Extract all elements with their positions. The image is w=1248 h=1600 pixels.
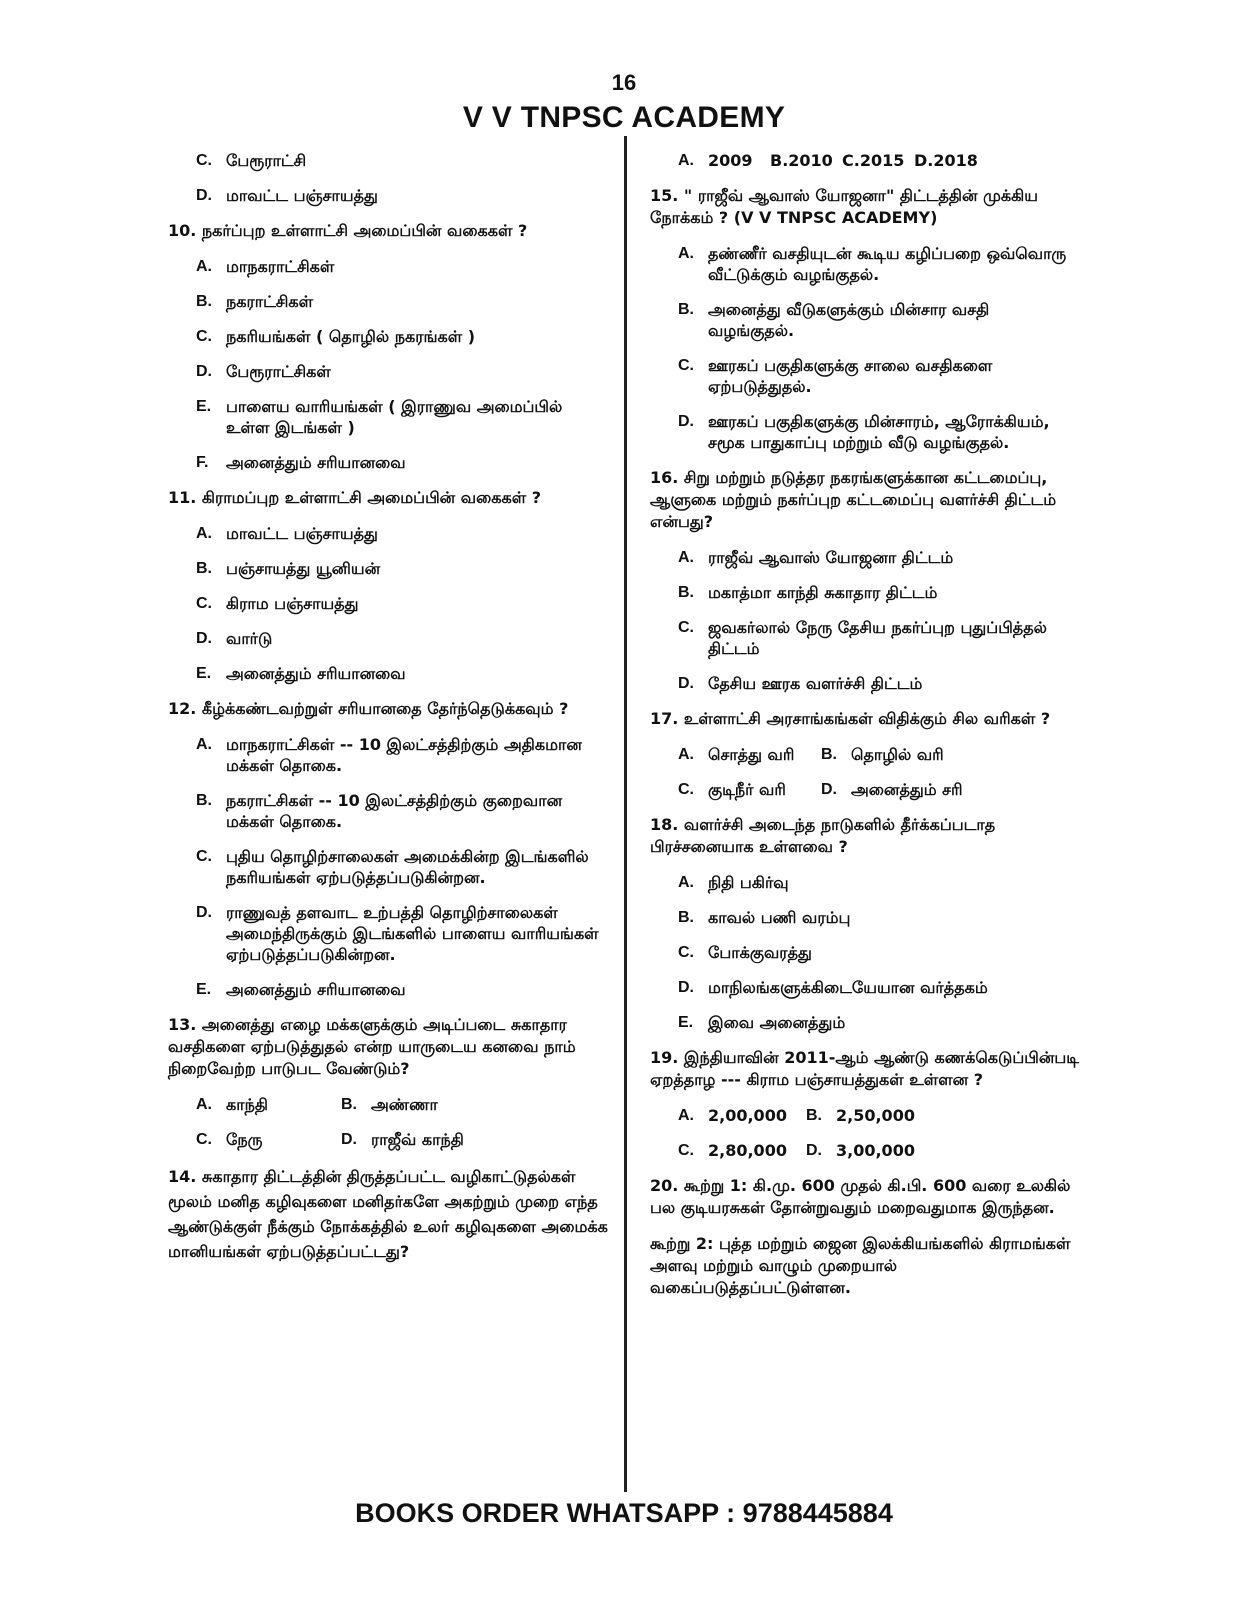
option-item: D. வார்டு [196,629,273,648]
academy-title: V V TNPSC ACADEMY [462,101,786,134]
option-item: A. காந்தி [196,1095,268,1114]
option-item: C. நேரு [196,1130,263,1149]
option-item: A. மாநகராட்சிகள் -- 10 இலட்சத்திற்கும் அதிகமான மக்கள் தொகை. [196,735,582,775]
option-item: B. மகாத்மா காந்தி சுகாதார திட்டம் [678,583,938,602]
option-item: B.2010 [770,151,833,170]
option-item: A. நிதி பகிர்வு [678,873,789,892]
option-item: C. கிராம பஞ்சாயத்து [196,594,359,613]
option-item: D. அனைத்தும் சரி [821,780,963,799]
option-row [678,150,1080,171]
option-item: C. 2,80,000 [678,1141,787,1160]
question-16: 16. சிறு மற்றும் நடுத்தர நகரங்களுக்கான கட்டமைப்பு, ஆளுகை மற்றும் நகர்ப்புற கட்டமைப்பு வளர்ச்சி திட்டம் என்பது? [650,468,1057,531]
option-item: C. பேரூராட்சி [196,151,307,170]
books-order-footer: BOOKS ORDER WHATSAPP : 9788445884 [355,1498,893,1528]
option-item: A. 2,00,000 [678,1106,787,1125]
option-item: D. மாவட்ட பஞ்சாயத்து [196,186,378,205]
question-19: 19. இந்தியாவின் 2011-ஆம் ஆண்டு கணக்கெடுப்பின்படி ஏறத்தாழ --- கிராம பஞ்சாயத்துகள் உள்ளன ? [650,1048,1079,1089]
question-10: 10. நகர்ப்புற உள்ளாட்சி அமைப்பின் வகைகள் ? [168,221,528,240]
option-item: B. பஞ்சாயத்து யூனியன் [196,559,381,578]
left-column [168,150,608,1278]
option-row [196,1094,608,1115]
option-item: B. தொழில் வரி [821,745,944,764]
question-12: 12. கீழ்க்கண்டவற்றுள் சரியானதை தேர்ந்தெடுக்கவும் ? [168,699,569,718]
question-17: 17. உள்ளாட்சி அரசாங்கங்கள் விதிக்கும் சில வரிகள் ? [650,709,1051,728]
option-item: A. மாநகராட்சிகள் [196,257,335,276]
option-item: F. அனைத்தும் சரியானவை [196,453,406,472]
option-item: C. போக்குவரத்து [678,943,812,962]
option-item: D. பேரூராட்சிகள் [196,362,331,381]
question-20-statement-2: கூற்று 2: புத்த மற்றும் ஜைன இலக்கியங்களில் கிராமங்கள் அளவு மற்றும் வாழும் முறையால் வகைப்படுத்தப்பட்டுள்ளன. [650,1234,1071,1297]
option-item: C. புதிய தொழிற்சாலைகள் அமைக்கின்ற இடங்களில் நகரியங்கள் ஏற்படுத்தப்படுகின்றன. [196,847,589,887]
question-13: 13. அனைத்து எழை மக்களுக்கும் அடிப்படை சுகாதார வசதிகளை ஏற்படுத்துதல் என்ற யாருடைய கனவை நாம் நிறைவேற்ற பாடுபட வேண்டும்? [168,1015,576,1078]
option-item: B. அனைத்து வீடுகளுக்கும் மின்சார வசதி வழங்குதல். [678,300,990,340]
option-item: C. குடிநீர் வரி [678,780,786,799]
question-11: 11. கிராமப்புற உள்ளாட்சி அமைப்பின் வகைகள் ? [168,488,541,507]
option-item: A. சொத்து வரி [678,745,795,764]
option-row [678,744,1080,765]
option-item: D. 3,00,000 [806,1141,915,1160]
option-item: D. ராணுவத் தளவாட உற்பத்தி தொழிற்சாலைகள் அமைந்திருக்கும் இடங்களில் பாளைய வாரியங்கள் ஏற்படுத்தப்படுகின்றன. [196,903,599,964]
option-item: A. தண்ணீர் வசதியுடன் கூடிய கழிப்பறை ஒவ்வொரு வீட்டுக்கும் வழங்குதல். [678,244,1067,284]
question-20-statement-1: 20. கூற்று 1: கி.மு. 600 முதல் கி.பி. 600 வரை உலகில் பல குடியரசுகள் தோன்றுவதும் மறைவதுமாக இருந்தன. [650,1176,1071,1217]
column-divider [624,136,627,1492]
option-row [196,1129,608,1150]
option-item: E. இவை அனைத்தும் [678,1013,846,1032]
option-item: A. 2009 [678,151,753,170]
option-item: A. ராஜீவ் ஆவாஸ் யோஜனா திட்டம் [678,548,954,567]
option-item: A. மாவட்ட பஞ்சாயத்து [196,524,378,543]
option-item: E. பாளைய வாரியங்கள் ( இராணுவ அமைப்பில் உள்ள இடங்கள் ) [196,397,563,437]
page-number: 16 [611,70,637,95]
option-item: C. ஊரகப் பகுதிகளுக்கு சாலை வசதிகளை ஏற்படுத்துதல். [678,356,993,396]
option-item: B. அண்ணா [341,1095,438,1114]
option-item: B. காவல் பணி வரம்பு [678,908,851,927]
option-item: C.2015 [842,151,905,170]
option-item: E. அனைத்தும் சரியானவை [196,664,406,683]
option-item: D. மாநிலங்களுக்கிடையேயான வர்த்தகம் [678,978,988,997]
question-15: 15. " ராஜீவ் ஆவாஸ் யோஜனா" திட்டத்தின் முக்கிய நோக்கம் ? (V V TNPSC ACADEMY) [650,186,1038,227]
option-item: D. தேசிய ஊரக வளர்ச்சி திட்டம் [678,674,923,693]
right-column [650,150,1080,1313]
option-item: B. நகராட்சிகள் -- 10 இலட்சத்திற்கும் குறைவான மக்கள் தொகை. [196,791,563,831]
option-item: D.2018 [914,151,978,170]
option-item: B. நகராட்சிகள் [196,292,314,311]
option-item: D. ஊரகப் பகுதிகளுக்கு மின்சாரம், ஆரோக்கியம், சமூக பாதுகாப்பு மற்றும் வீடு வழங்குதல். [678,412,1050,452]
option-item: B. 2,50,000 [806,1106,915,1125]
option-item: C. ஜவகர்லால் நேரு தேசிய நகர்ப்புற புதுப்பித்தல் திட்டம் [678,618,1047,658]
option-item: C. நகரியங்கள் ( தொழில் நகரங்கள் ) [196,327,476,346]
option-item: D. ராஜீவ் காந்தி [341,1130,464,1149]
question-18: 18. வளர்ச்சி அடைந்த நாடுகளில் தீர்க்கப்படாத பிரச்சனையாக உள்ளவை ? [650,815,996,856]
option-row [678,1140,1080,1161]
question-14: 14. சுகாதார திட்டத்தின் திருத்தப்பட்ட வழிகாட்டுதல்கள் மூலம் மனித கழிவுகளை மனிதர்களே அகற்றும் முறை எந்த ஆண்டுக்குள் நீக்கும் நோக்கத்தில் உலர் கழிவுகளை அமைக்க மானியங்கள் ஏற்படுத்தப்பட்டது? [168,1167,608,1261]
option-row [678,1105,1080,1126]
option-row [678,779,1080,800]
option-item: E. அனைத்தும் சரியானவை [196,980,406,999]
